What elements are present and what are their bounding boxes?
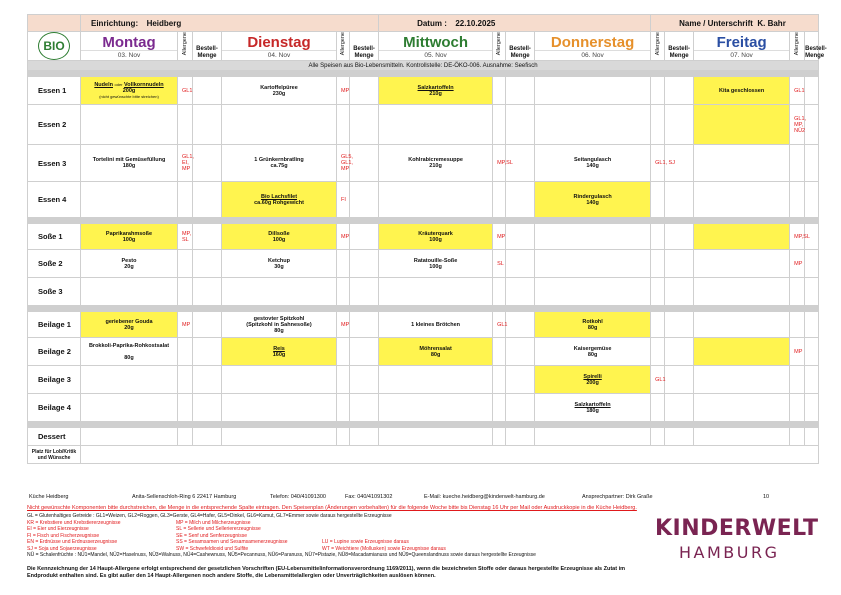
legend-lu: LU = Lupine sowie Erzeugnisse daraus [322, 539, 409, 545]
order-qty-input[interactable] [506, 105, 535, 145]
meal-cell: Spirelli 200g [535, 366, 651, 394]
order-qty-input[interactable] [350, 145, 379, 182]
facility-label: Einrichtung: [91, 18, 139, 28]
order-qty-input[interactable] [805, 278, 819, 306]
order-qty-input[interactable] [350, 77, 379, 105]
row-label: Beilage 4 [28, 394, 81, 422]
day-friday: Freitag 07. Nov [694, 32, 790, 61]
order-qty-input[interactable] [506, 224, 535, 250]
meal-cell: Reis 160g [222, 338, 337, 366]
order-qty-input[interactable] [805, 366, 819, 394]
order-qty-input[interactable] [805, 77, 819, 105]
row-beilage-4 [28, 394, 819, 422]
meal-cell: Nudeln oder Vollkornnudeln 200g (nicht gewünschte bitte streichen) [81, 77, 178, 105]
row-essen-1 [28, 77, 819, 105]
allergen-cell: SL [493, 250, 506, 278]
order-qty-input[interactable] [665, 105, 694, 145]
meal-cell: Möhrensalat 80g [379, 338, 493, 366]
order-qty-input[interactable] [350, 428, 379, 446]
day-monday: Montag 03. Nov [81, 32, 178, 61]
order-qty-input[interactable] [193, 428, 222, 446]
meal-cell: Rotkohl 80g [535, 312, 651, 338]
meal-cell: gestovter Spitzkohl (Spitzkohl in Sahnesoße) 80g [222, 312, 337, 338]
menu-table [27, 14, 827, 464]
signature-label: Name / Unterschrift [679, 18, 753, 28]
legend-nu: NÜ = Schalenfrüchte : NÜ1=Mandel, NÜ2=Haselnuss, NÜ3=Walnuss, NÜ4=Cashewnuss, NÜ5=Pecannuss, NÜ6=Paranuss, NÜ7=Pistazie, NÜ8=Macadamianuss und NÜ9=Queenslandnuss sowie daraus hergestellte Erzeugnisse [27, 552, 536, 558]
order-qty-input[interactable] [193, 77, 222, 105]
allergen-cell: MP [493, 224, 506, 250]
order-qty-input[interactable] [193, 338, 222, 366]
legend-en: EN = Erdnüsse und Erdnusserzeugnisse [27, 539, 118, 545]
meal-cell: Rindergulasch 140g [535, 182, 651, 218]
order-qty-input[interactable] [665, 428, 694, 446]
order-qty-input[interactable] [193, 105, 222, 145]
order-qty-input[interactable] [350, 224, 379, 250]
order-qty-input[interactable] [506, 250, 535, 278]
allergen-cell: MP [178, 312, 193, 338]
allergen-cell: MP [337, 77, 350, 105]
allergen-cell: MP, SL [178, 224, 193, 250]
order-qty-input[interactable] [665, 366, 694, 394]
order-qty-input[interactable] [506, 77, 535, 105]
order-qty-input[interactable] [193, 394, 222, 422]
order-qty-input[interactable] [193, 145, 222, 182]
order-qty-input[interactable] [665, 312, 694, 338]
allergen-cell: GL5, GL1, MP [337, 145, 350, 182]
row-label: Essen 2 [28, 105, 81, 145]
allergen-cell: MP,SL [790, 224, 805, 250]
row-label: Essen 3 [28, 145, 81, 182]
meal-cell: Bio Lachsfilet ca.60g Rohgewicht [222, 182, 337, 218]
meal-cell: 1 Grünkernbratling ca.75g [222, 145, 337, 182]
allergen-cell: MP [790, 250, 805, 278]
allergene-header: Allergene [654, 32, 661, 56]
order-qty-input[interactable] [665, 250, 694, 278]
bio-note-row [28, 61, 819, 71]
footer-email[interactable]: E-Mail: kueche.heidberg@kinderwelt-hamburg.de [424, 494, 545, 500]
allergen-cell: GL1, MP, NÜ2 [790, 105, 805, 145]
kinderwelt-logo [655, 516, 819, 566]
order-instruction: Nicht gewünschte Komponenten bitte durchstreichen, die Menge in die entsprechende Spalte eintragen. Den Speisenplan (Änderungen vorbehalten) für die folgende Woche bitte bis Dienstag 16 Uhr per Mail oder Ausdruckkopie in die Küche Heidberg. [27, 505, 637, 511]
order-qty-input[interactable] [193, 224, 222, 250]
row-label: Essen 1 [28, 77, 81, 105]
day-thursday: Donnerstag 06. Nov [535, 32, 651, 61]
allergen-cell: MP [790, 338, 805, 366]
meal-cell: Tortelini mit Gemüsefüllung 180g [81, 145, 178, 182]
row-sosse-3 [28, 278, 819, 306]
order-qty-input[interactable] [665, 224, 694, 250]
row-label: Essen 4 [28, 182, 81, 218]
order-qty-input[interactable] [805, 428, 819, 446]
order-qty-input[interactable] [193, 312, 222, 338]
allergen-legend-col2 [176, 520, 288, 553]
row-label: Soße 1 [28, 224, 81, 250]
order-qty-input[interactable] [350, 366, 379, 394]
legend-kr: KR = Krebstiere und Krebstiererzeugnisse [27, 519, 121, 526]
row-essen-4 [28, 182, 819, 218]
row-essen-3 [28, 145, 819, 182]
meal-cell: Ketchup 30g [222, 250, 337, 278]
date-value: 22.10.2025 [455, 18, 496, 28]
row-beilage-2 [28, 338, 819, 366]
order-qty-input[interactable] [506, 338, 535, 366]
bestell-header: Bestell-Menge [665, 32, 694, 61]
order-qty-input[interactable] [506, 366, 535, 394]
allergen-cell: GL1, SJ [651, 145, 665, 182]
legend-se: SE = Senf und Senferzeugnisse [176, 532, 248, 539]
date-label: Datum : [417, 18, 447, 28]
bio-note: Alle Speisen aus Bio-Lebensmitteln. Kontrollstelle: DE-ÖKO-006. Ausnahme: Seefisch [28, 61, 819, 71]
allergen-cell: FI [337, 182, 350, 218]
allergene-header: Allergene [340, 32, 346, 56]
meal-cell: Kräuterquark 100g [379, 224, 493, 250]
row-label: Soße 3 [28, 278, 81, 306]
row-sosse-1 [28, 224, 819, 250]
legend-sj: SJ = Soja und Sojaerzeugnisse [27, 545, 97, 552]
legend-wt: WT = Weichtiere (Mollusken) sowie Erzeugnisse daraus [322, 545, 446, 552]
allergen-disclaimer: Die Kennzeichnung der 14 Haupt-Allergene erfolgt entsprechend der gesetzlichen Vorschriften (EU-Lebensmittelinformationsverordnung 1169/2011), wenn die bezeichneten Stoffe oder daraus hergestellte Erzeugnisse als Zutat im Endprodukt enthalten sind. Es gibt außer den 14 Haupt-Allergenen noch andere Stoffe, die Lebensmittelallergien oder Unverträglichkeiten auslösen können. [27, 566, 626, 579]
allergen-cell: MP [337, 224, 350, 250]
facility-value: Heidberg [146, 18, 182, 28]
order-qty-input[interactable] [665, 278, 694, 306]
order-qty-input[interactable] [350, 250, 379, 278]
order-qty-input[interactable] [350, 312, 379, 338]
order-qty-input[interactable] [350, 338, 379, 366]
meal-cell: Brokkoli-Paprika-Rohkostsalat 80g [81, 338, 178, 366]
order-qty-input[interactable] [506, 312, 535, 338]
bestell-header: Bestell-Menge [805, 32, 819, 61]
order-qty-input[interactable] [193, 366, 222, 394]
row-dessert [28, 428, 819, 446]
allergene-header: Allergene [794, 32, 801, 56]
footer-phone: Telefon: 040/41091300 [270, 494, 326, 500]
row-beilage-3 [28, 366, 819, 394]
logo-line-1: KINDERWELT [655, 516, 819, 541]
allergen-cell: GL1 [651, 366, 665, 394]
allergen-cell: MP [337, 312, 350, 338]
bestell-header: Bestell-Menge [350, 32, 379, 61]
row-essen-2 [28, 105, 819, 145]
legend-sw: SW = Schwefeldioxid und Sulfite [176, 545, 249, 552]
bio-logo: BIO [38, 32, 70, 60]
legend-ss: SS = Sesamsamen und Sesamsamenerzeugnisse [176, 539, 288, 545]
meal-cell: Salzkartoffeln 180g [535, 394, 651, 422]
order-qty-input[interactable] [350, 394, 379, 422]
feedback-field[interactable] [81, 446, 819, 464]
day-tuesday: Dienstag 04. Nov [222, 32, 337, 61]
signature-value: K. Bahr [757, 18, 786, 28]
meal-cell: Dillsoße 100g [222, 224, 337, 250]
info-header-row [28, 15, 819, 32]
day-wednesday: Mittwoch 05. Nov [379, 32, 493, 61]
footer-contact [27, 493, 818, 503]
legend-fi: FI = Fisch und Fischerzeugnisse [27, 532, 100, 539]
allergen-cell: GL1 [790, 77, 805, 105]
meal-cell: Kita geschlossen [694, 77, 790, 105]
row-label: Beilage 3 [28, 366, 81, 394]
order-qty-input[interactable] [193, 250, 222, 278]
meal-cell: 1 kleines Brötchen [379, 312, 493, 338]
meal-cell: Kaisergemüse 80g [535, 338, 651, 366]
order-qty-input[interactable] [506, 428, 535, 446]
meal-cell: Seitangulasch 140g [535, 145, 651, 182]
order-qty-input[interactable] [665, 394, 694, 422]
footer-contact-person: Ansprechpartner: Dirk Graße [582, 494, 653, 500]
footer-fax: Fax: 040/41091302 [345, 494, 393, 500]
bestell-header: Bestell-Menge [506, 32, 535, 61]
meal-cell: Ratatouille-Soße 100g [379, 250, 493, 278]
order-qty-input[interactable] [193, 278, 222, 306]
order-qty-input[interactable] [350, 105, 379, 145]
row-label: Beilage 1 [28, 312, 81, 338]
logo-line-2: HAMBURG [679, 543, 780, 562]
footer-address: Anita-Sellenschloh-Ring 6 22417 Hamburg [132, 494, 237, 500]
row-label: Soße 2 [28, 250, 81, 278]
allergen-cell: GL1 [178, 77, 193, 105]
legend-ei: EI = Eier und Eierzeugnisse [27, 526, 89, 532]
row-label: Platz für Lob/Kritik und Wünsche [28, 446, 81, 464]
order-qty-input[interactable] [665, 77, 694, 105]
row-sosse-2 [28, 250, 819, 278]
legend-mp: MP = Milch und Milcherzeugnisse [176, 519, 251, 526]
allergen-cell: GL1 [493, 312, 506, 338]
order-qty-input[interactable] [350, 278, 379, 306]
order-qty-input[interactable] [506, 394, 535, 422]
footer-company: Küche Heidberg [29, 494, 69, 500]
meal-cell: Pesto 20g [81, 250, 178, 278]
allergen-cell: MP,SL [493, 145, 506, 182]
menu-sheet [27, 14, 827, 464]
meal-cell: Kohlrabicremesuppe 210g [379, 145, 493, 182]
order-qty-input[interactable] [665, 338, 694, 366]
order-qty-input[interactable] [805, 394, 819, 422]
legend-sl: SL = Sellerie und Selleriererzeugnisse [176, 526, 261, 532]
allergene-header: Allergene [496, 32, 503, 56]
row-beilage-1 [28, 312, 819, 338]
bestell-header: Bestell-Menge [193, 32, 222, 61]
order-qty-input[interactable] [805, 145, 819, 182]
order-qty-input[interactable] [193, 182, 222, 218]
meal-cell: Kartoffelpüree 230g [222, 77, 337, 105]
order-qty-input[interactable] [805, 182, 819, 218]
order-qty-input[interactable] [805, 105, 819, 145]
row-label: Dessert [28, 428, 81, 446]
footer-code: 10 [763, 494, 770, 500]
allergen-legend-col3 [322, 539, 446, 552]
day-header-row [28, 32, 819, 61]
order-qty-input[interactable] [350, 182, 379, 218]
allergene-header: Allergene [182, 32, 188, 56]
row-label: Beilage 2 [28, 338, 81, 366]
legend-gl: GL = Glutenhaltiges Getreide : GL1=Weizen, GL2=Roggen, GL3=Gerste, GL4=Hafer, GL5=Dinkel, GL6=Kamut, GL7=Emmer sowie daraus hergestellte Erzeugnisse [27, 513, 392, 519]
order-qty-input[interactable] [805, 338, 819, 366]
meal-cell: geriebener Gouda 20g [81, 312, 178, 338]
order-qty-input[interactable] [805, 312, 819, 338]
meal-cell: Salzkartoffeln 210g [379, 77, 493, 105]
order-qty-input[interactable] [665, 182, 694, 218]
order-qty-input[interactable] [805, 250, 819, 278]
row-feedback [28, 446, 819, 464]
meal-cell: Paprikarahmsoße 100g [81, 224, 178, 250]
order-qty-input[interactable] [506, 182, 535, 218]
allergen-cell: GL1, EI, MP [178, 145, 193, 182]
order-qty-input[interactable] [506, 278, 535, 306]
